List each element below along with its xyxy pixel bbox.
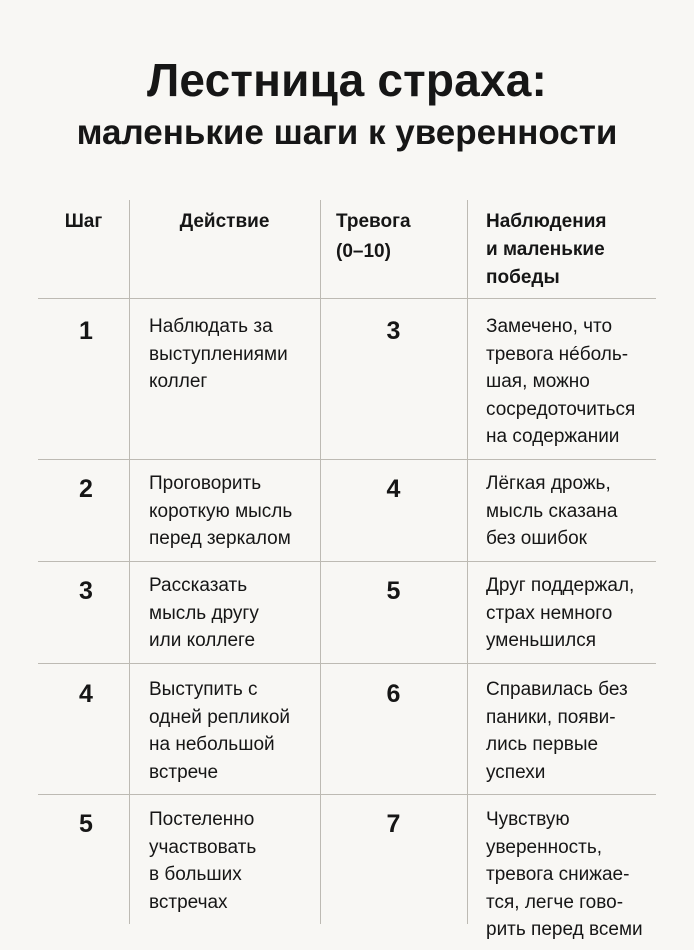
header-notes: Наблюдения xyxy=(486,211,607,232)
action-text: Проговорить короткую мысль перед зеркалом xyxy=(149,473,293,549)
notes-text: Лёгкая дрожь, мысль сказана без ошибок xyxy=(486,473,618,549)
header-anxiety: Тревога xyxy=(336,211,411,232)
anxiety-value: 4 xyxy=(386,475,401,503)
step-number: 5 xyxy=(79,810,93,838)
action-text: Рассказать мысль другу или коллеге xyxy=(149,575,259,651)
action-text: Постеленно участвовать в больших встречах xyxy=(149,809,257,913)
notes-text: Замечено, что тревога нéболь- шая, можно сосредоточиться на содержании xyxy=(486,316,636,447)
header-notes: и маленькие xyxy=(486,239,605,260)
header-anxiety-scale: (0–10) xyxy=(336,241,391,262)
header-step: Шаг xyxy=(64,211,103,232)
header-notes: победы xyxy=(486,267,560,288)
notes-text: Справилась без паники, появи- лись первые успехи xyxy=(486,679,628,783)
anxiety-value: 5 xyxy=(386,577,401,605)
anxiety-value: 6 xyxy=(386,680,401,708)
anxiety-value: 3 xyxy=(386,317,401,345)
fear-ladder-table xyxy=(38,200,656,950)
action-text: Наблюдать за выступлениями коллег xyxy=(149,316,288,392)
step-number: 3 xyxy=(79,577,93,605)
column-divider xyxy=(467,200,468,924)
step-number: 4 xyxy=(79,680,93,708)
step-number: 1 xyxy=(79,317,93,345)
action-text: Выступить с одней репликой на небольшой встрече xyxy=(149,679,291,783)
row-divider xyxy=(38,459,656,460)
row-divider xyxy=(38,298,656,299)
row-divider xyxy=(38,663,656,664)
header-action: Действие xyxy=(179,211,270,232)
page-title: Лестница страха: xyxy=(146,54,548,106)
row-divider xyxy=(38,794,656,795)
notes-text: Друг поддержал, страх немного уменьшился xyxy=(486,575,635,651)
step-number: 2 xyxy=(79,475,93,503)
notes-text: Чувствую уверенность, тревога снижае- тся, легче гово- рить перед всеми xyxy=(486,809,643,940)
anxiety-value: 7 xyxy=(386,810,401,838)
row-divider xyxy=(38,561,656,562)
page-subtitle: маленькие шаги к уверенности xyxy=(76,113,618,152)
